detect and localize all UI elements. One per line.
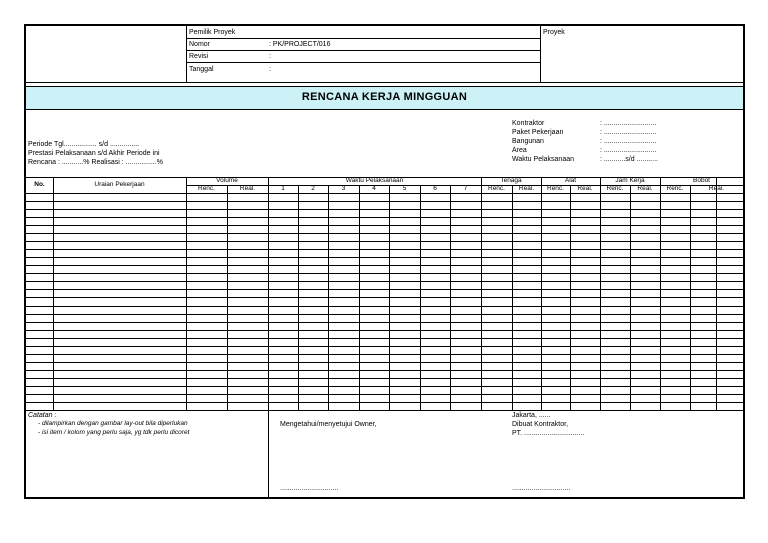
column-divider [481, 177, 482, 410]
table-row [26, 201, 743, 202]
day-column-header: 3 [341, 185, 346, 192]
table-row [26, 289, 743, 290]
column-group-header: Alat [564, 177, 577, 184]
column-group-header: Tenaga [500, 177, 522, 184]
area-label: Area [512, 147, 527, 154]
table-row [26, 225, 743, 226]
table-row [26, 273, 743, 274]
column-divider [186, 177, 187, 410]
table-row [26, 217, 743, 218]
revision-label: Revisi [189, 53, 209, 60]
building-value: : ........................... [600, 138, 657, 145]
package-label: Paket Pekerjaan [512, 129, 564, 136]
plan-realization-line: Rencana : ...........% Realisasi : ................% [28, 159, 163, 166]
column-divider [541, 177, 542, 410]
subheader-real: Real. [239, 185, 256, 192]
owner-approval-label: Mengetahui/menyetujui Owner, [280, 421, 377, 428]
note-item: - dilampirkan dengan gambar lay-out bila diperlukan [38, 420, 188, 427]
subcolumn-divider [512, 185, 513, 410]
period-line: Periode Tgl................. s/d ............... [28, 141, 140, 148]
subheader-plan: Renc. [666, 185, 684, 192]
owner-signature-line: .............................. [280, 485, 339, 492]
contractor-label: Kontraktor [512, 120, 545, 127]
company-name: PT. ............................... [512, 430, 585, 437]
table-row [26, 346, 743, 347]
table-row [26, 354, 743, 355]
column-divider [716, 177, 717, 410]
table-row [26, 265, 743, 266]
table-row [26, 402, 743, 403]
column-header-description: Uraian Pekerjaan [94, 181, 145, 188]
table-row [26, 249, 743, 250]
subheader-plan: Renc. [606, 185, 624, 192]
subcolumn-divider [298, 185, 299, 410]
table-row [26, 281, 743, 282]
header-divider-right [540, 26, 541, 82]
column-divider [268, 177, 269, 410]
header-rule [186, 62, 540, 63]
day-column-header: 1 [281, 185, 285, 192]
header-bottom-rule [26, 82, 743, 83]
column-divider [660, 177, 661, 410]
column-group-header: Bobot [693, 177, 710, 184]
day-column-header: 2 [311, 185, 315, 192]
table-row [26, 233, 743, 234]
column-divider [53, 177, 54, 410]
subcolumn-divider [630, 185, 631, 410]
day-column-header: 6 [433, 185, 437, 192]
column-group-header: Volume [216, 177, 238, 184]
table-row [26, 378, 743, 379]
header-rule [186, 38, 540, 39]
footer-divider [268, 410, 269, 499]
title-band [26, 86, 743, 110]
subheader-real: Real. [637, 185, 653, 192]
table-row [26, 314, 743, 315]
subcolumn-divider [450, 185, 451, 410]
contractor-value: : ........................... [600, 120, 657, 127]
duration-value: : ...........s/d ........... [600, 156, 658, 163]
subcolumn-divider [389, 185, 390, 410]
subcolumn-divider [359, 185, 360, 410]
table-row [26, 306, 743, 307]
building-label: Bangunan [512, 138, 544, 145]
date-label: Tanggal [189, 66, 214, 73]
day-column-header: 4 [372, 185, 376, 192]
table-row [26, 209, 743, 210]
table-row [26, 362, 743, 363]
table-header-bottom-rule [26, 193, 743, 194]
number-label: Nomor [189, 41, 211, 48]
note-item: - isi item / kolom yang perlu saja, yg tdk perlu dicoret [38, 429, 190, 436]
area-value: : ........................... [600, 147, 657, 154]
table-row [26, 338, 743, 339]
table-row [26, 394, 743, 395]
subcolumn-divider [227, 185, 228, 410]
header-divider-left [186, 26, 187, 82]
column-group-header: Waktu Pelaksanaan [345, 177, 404, 184]
achievement-line: Prestasi Pelaksanaan s/d Akhir Periode ini [28, 150, 160, 157]
subheader-real: Real. [518, 185, 535, 192]
column-group-header: Jam Kerja [615, 177, 645, 184]
revision-value: : [269, 53, 271, 60]
duration-label: Waktu Pelaksanaan [512, 156, 574, 163]
column-header-no: No. [34, 181, 45, 188]
day-column-header: 5 [402, 185, 407, 192]
table-row [26, 297, 743, 298]
project-label: Proyek [543, 29, 565, 36]
notes-label: Catatan : [28, 412, 57, 419]
table-row [26, 322, 743, 323]
column-divider [600, 177, 601, 410]
subcolumn-divider [328, 185, 329, 410]
day-column-header: 7 [463, 185, 468, 192]
header-rule [186, 50, 540, 51]
subcolumn-divider [570, 185, 571, 410]
city-date: Jakarta, ...... [512, 412, 551, 419]
form-sheet [24, 24, 745, 499]
table-row [26, 330, 743, 331]
form-title: RENCANA KERJA MINGGUAN [301, 91, 468, 103]
table-row [26, 386, 743, 387]
table-row [26, 257, 743, 258]
subcolumn-divider [420, 185, 421, 410]
subheader-real: Real. [577, 185, 593, 192]
date-value: : [269, 66, 271, 73]
made-by-label: Dibuat Kontraktor, [512, 421, 569, 428]
package-value: : ........................... [600, 129, 657, 136]
subheader-plan: Renc. [198, 185, 215, 192]
subcolumn-divider [690, 185, 691, 410]
table-row [26, 370, 743, 371]
subheader-real: Real. [708, 185, 725, 192]
footer-top-rule [26, 410, 743, 411]
table-row [26, 241, 743, 242]
number-value: : PK/PROJECT/016 [269, 41, 331, 48]
subheader-plan: Renc. [547, 185, 564, 192]
contractor-signature-line: .............................. [512, 485, 571, 492]
subheader-plan: Renc. [488, 185, 505, 192]
owner-label: Pemilik Proyek [189, 29, 236, 36]
